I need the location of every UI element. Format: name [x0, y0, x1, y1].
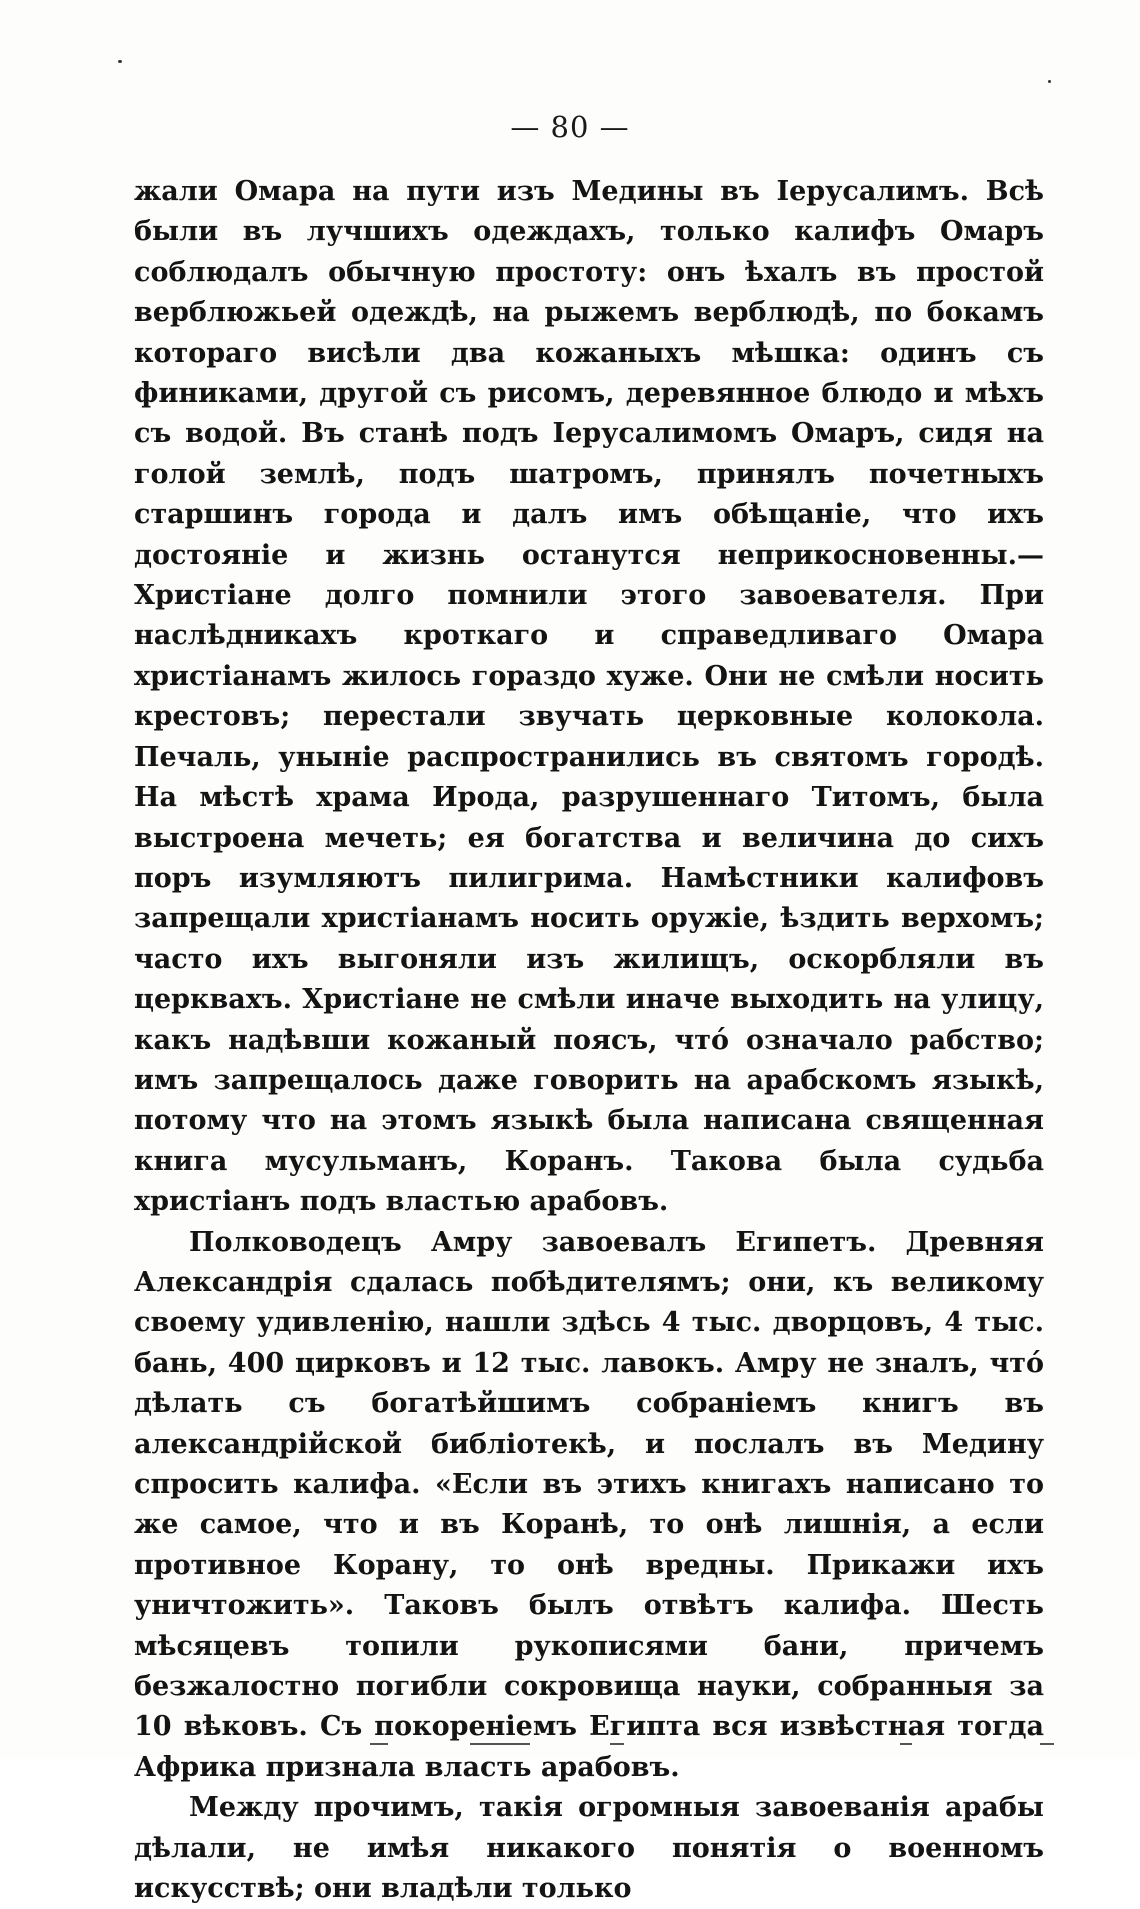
scan-speck: [1048, 80, 1051, 83]
paragraph-2: Полководецъ Амру завоевалъ Египетъ. Древняя Александрія сдалась побѣдителямъ; они, къ великому своему удивленію, нашли здѣсь 4 тыс. дворцовъ, 4 тыс. бань, 400 цирковъ и 12 тыс. лавокъ. Амру не зналъ, что́ дѣлать съ богатѣйшимъ собраніемъ книгъ въ александрійской библіотекѣ, и послалъ въ Медину спросить калифа. «Если въ этихъ книгахъ написано то же самое, что и въ Коранѣ, то онѣ лишнія, а если противное Корану, то онѣ вредны. Прикажи ихъ уничтожить». Таковъ былъ отвѣтъ калифа. Шесть мѣсяцевъ топили рукописями бани, причемъ безжалостно погибли сокровища науки, собранныя за 10 вѣковъ. Съ покореніемъ Египта вся извѣстная тогда Африка признала власть арабовъ.: [134, 1226, 1044, 1783]
scan-edge-mark: [370, 1743, 388, 1745]
scan-edge-mark: [470, 1743, 530, 1745]
scan-edge-mark: [900, 1743, 912, 1745]
paragraph-1: жали Омара на пути изъ Медины въ Іерусалимъ. Всѣ были въ лучшихъ одеждахъ, только калифъ Омаръ соблюдалъ обычную простоту: онъ ѣхалъ въ простой верблюжьей одеждѣ, на рыжемъ верблюдѣ, по бокамъ котораго висѣли два кожаныхъ мѣшка: одинъ съ финиками, другой съ рисомъ, деревянное блюдо и мѣхъ съ водой. Въ станѣ подъ Іерусалимомъ Омаръ, сидя на голой землѣ, подъ шатромъ, принялъ почетныхъ старшинъ города и далъ имъ обѣщаніе, что ихъ достояніе и жизнь останутся неприкосновенны.— Христіане долго помнили этого завоевателя. При наслѣдникахъ кроткаго и справедливаго Омара христіанамъ жилось гораздо хуже. Они не смѣли носить крестовъ; перестали звучать церковные колокола. Печаль, уныніе распространились въ святомъ городѣ. На мѣстѣ храма Ирода, разрушеннаго Титомъ, была выстроена мечеть; ея богатства и величина до сихъ поръ изумляютъ пилигрима. Намѣстники калифовъ запрещали христіанамъ носить оружіе, ѣздить верхомъ; часто ихъ выгоняли изъ жилищъ, оскорбляли въ церквахъ. Христіане не смѣли иначе выходить на улицу, какъ надѣвши кожаный поясъ, что́ означало рабство; имъ запрещалось даже говорить на арабскомъ языкѣ, потому что на этомъ языкѣ была написана священная книга мусульманъ, Коранъ. Такова была судьба христіанъ подъ властью арабовъ.: [134, 176, 1044, 1218]
scan-edge-mark: [610, 1743, 624, 1745]
scan-edge-mark: [1040, 1743, 1054, 1745]
paragraph-3: Между прочимъ, такія огромныя завоеванія арабы дѣлали, не имѣя никакого понятія о военномъ искусствѣ; они владѣли только: [134, 1792, 1044, 1905]
page-number: — 80 —: [510, 110, 630, 144]
scan-speck: [118, 60, 122, 63]
body-text: [134, 172, 1044, 1909]
